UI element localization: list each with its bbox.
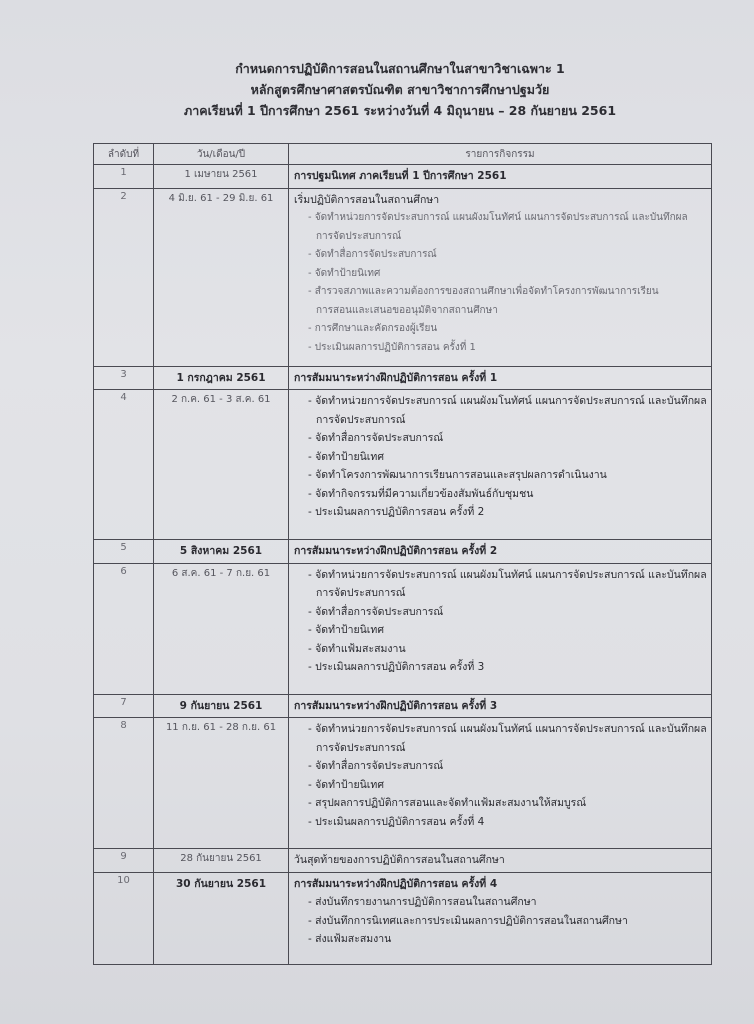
header-line-2: หลักสูตรศึกษาศาสตรบัณฑิต สาขาวิชาการศึกษาปฐมวัย <box>250 82 550 97</box>
row-date: 28 กันยายน 2561 <box>154 849 289 873</box>
activity-title: การปฐมนิเทศ ภาคเรียนที่ 1 ปีการศึกษา 2561 <box>294 170 507 182</box>
row-number: 8 <box>94 718 154 849</box>
activity-item-continuation: การจัดประสบการณ์ <box>316 413 406 426</box>
row-date: 1 เมษายน 2561 <box>154 165 289 189</box>
row-activity <box>289 366 712 390</box>
activity-item: - ประเมินผลการปฏิบัติการสอน ครั้งที่ 2 <box>308 506 485 518</box>
activity-title: การสัมมนาระหว่างฝึกปฏิบัติการสอน ครั้งที่ 1 <box>294 371 498 384</box>
activity-item: - จัดทำสื่อการจัดประสบการณ์ <box>308 432 444 444</box>
activity-item: - จัดทำสื่อการจัดประสบการณ์ <box>308 605 444 618</box>
table-row <box>94 563 712 694</box>
row-activity <box>289 165 712 189</box>
activity-title: การสัมมนาระหว่างฝึกปฏิบัติการสอน ครั้งที่ 2 <box>294 545 498 557</box>
table-row <box>94 390 712 540</box>
table-row <box>94 849 712 873</box>
activity-item: - ประเมินผลการปฏิบัติการสอน ครั้งที่ 4 <box>308 815 485 828</box>
row-number: 6 <box>94 563 154 694</box>
activity-title: เริ่มปฏิบัติการสอนในสถานศึกษา <box>294 193 440 206</box>
activity-title: การสัมมนาระหว่างฝึกปฏิบัติการสอน ครั้งที่ 3 <box>294 699 498 712</box>
schedule-table <box>93 143 712 965</box>
table-row <box>94 366 712 390</box>
table-row <box>94 540 712 564</box>
activity-item: - ประเมินผลการปฏิบัติการสอน ครั้งที่ 3 <box>308 661 485 673</box>
row-date: 9 กันยายน 2561 <box>154 694 289 718</box>
activity-item: - จัดทำหน่วยการจัดประสบการณ์ แผนผังมโนทัศน์ แผนการจัดประสบการณ์ และบันทึกผล <box>308 395 707 407</box>
activity-item: - ส่งแฟ้มสะสมงาน <box>308 933 392 945</box>
activity-item: - จัดทำสื่อการจัดประสบการณ์ <box>308 249 437 260</box>
header-activity: รายการกิจกรรม <box>289 144 712 165</box>
activity-item: - ส่งบันทึกการนิเทศและการประเมินผลการปฏิบัติการสอนในสถานศึกษา <box>308 914 628 927</box>
row-number: 4 <box>94 390 154 540</box>
table-row <box>94 165 712 189</box>
row-number: 5 <box>94 540 154 564</box>
activity-item-continuation: การสอนและเสนอขออนุมัติจากสถานศึกษา <box>316 304 498 316</box>
activity-item: - สรุปผลการปฏิบัติการสอนและจัดทำแฟ้มสะสมงานให้สมบูรณ์ <box>308 797 587 809</box>
row-activity <box>289 390 712 540</box>
row-activity <box>289 563 712 694</box>
row-number: 2 <box>94 188 154 366</box>
row-date: 2 ก.ค. 61 - 3 ส.ค. 61 <box>154 390 289 540</box>
activity-item-continuation: การจัดประสบการณ์ <box>316 230 402 242</box>
row-date: 1 กรกฎาคม 2561 <box>154 366 289 390</box>
activity-item: - จัดทำป้ายนิเทศ <box>308 267 381 279</box>
activity-title: วันสุดท้ายของการปฏิบัติการสอนในสถานศึกษา <box>294 854 505 866</box>
table-row <box>94 694 712 718</box>
activity-item: - จัดทำป้ายนิเทศ <box>308 624 384 636</box>
activity-item: - จัดทำหน่วยการจัดประสบการณ์ แผนผังมโนทัศน์ แผนการจัดประสบการณ์ และบันทึกผล <box>308 723 707 735</box>
activity-item: - จัดทำป้ายนิเทศ <box>308 450 384 463</box>
row-date: 4 มิ.ย. 61 - 29 มิ.ย. 61 <box>154 188 289 366</box>
header-line-1: กำหนดการปฏิบัติการสอนในสถานศึกษาในสาขาวิชาเฉพาะ 1 <box>235 61 565 76</box>
table-header-row <box>94 144 712 165</box>
row-number: 9 <box>94 849 154 873</box>
row-activity <box>289 849 712 873</box>
activity-item: - จัดทำป้ายนิเทศ <box>308 778 384 791</box>
row-number: 1 <box>94 165 154 189</box>
activity-item: - การศึกษาและคัดกรองผู้เรียน <box>308 323 438 334</box>
activity-item-continuation: การจัดประสบการณ์ <box>316 587 406 599</box>
activity-title: การสัมมนาระหว่างฝึกปฏิบัติการสอน ครั้งที่ 4 <box>294 877 498 890</box>
row-number: 7 <box>94 694 154 718</box>
activity-item: - จัดทำหน่วยการจัดประสบการณ์ แผนผังมโนทัศน์ แผนการจัดประสบการณ์ และบันทึกผล <box>308 212 688 223</box>
activity-item: - จัดทำแฟ้มสะสมงาน <box>308 642 406 655</box>
activity-item: - ส่งบันทึกรายงานการปฏิบัติการสอนในสถานศึกษา <box>308 896 537 908</box>
row-number: 3 <box>94 366 154 390</box>
row-activity <box>289 188 712 366</box>
row-date: 30 กันยายน 2561 <box>154 872 289 964</box>
table-row <box>94 188 712 366</box>
activity-item: - จัดทำหน่วยการจัดประสบการณ์ แผนผังมโนทัศน์ แผนการจัดประสบการณ์ และบันทึกผล <box>308 568 707 581</box>
document-header <box>100 58 700 121</box>
row-activity <box>289 872 712 964</box>
row-activity <box>289 694 712 718</box>
activity-item: - ประเมินผลการปฏิบัติการสอน ครั้งที่ 1 <box>308 341 476 353</box>
row-date: 11 ก.ย. 61 - 28 ก.ย. 61 <box>154 718 289 849</box>
activity-item: - สำรวจสภาพและความต้องการของสถานศึกษาเพื่อจัดทำโครงการพัฒนาการเรียน <box>308 286 659 297</box>
table-row <box>94 718 712 849</box>
row-activity <box>289 540 712 564</box>
row-activity <box>289 718 712 849</box>
header-line-3: ภาคเรียนที่ 1 ปีการศึกษา 2561 ระหว่างวันที่ 4 มิถุนายน – 28 กันยายน 2561 <box>183 103 617 118</box>
activity-item: - จัดทำสื่อการจัดประสบการณ์ <box>308 760 444 772</box>
header-order: ลำดับที่ <box>94 144 154 165</box>
row-date: 6 ส.ค. 61 - 7 ก.ย. 61 <box>154 563 289 694</box>
row-date: 5 สิงหาคม 2561 <box>154 540 289 564</box>
row-number: 10 <box>94 872 154 964</box>
activity-item-continuation: การจัดประสบการณ์ <box>316 741 406 754</box>
activity-item: - จัดทำกิจกรรมที่มีความเกี่ยวข้องสัมพันธ์กับชุมชน <box>308 487 534 500</box>
activity-item: - จัดทำโครงการพัฒนาการเรียนการสอนและสรุปผลการดำเนินงาน <box>308 469 607 481</box>
header-date: วัน/เดือน/ปี <box>154 144 289 165</box>
table-row <box>94 872 712 964</box>
